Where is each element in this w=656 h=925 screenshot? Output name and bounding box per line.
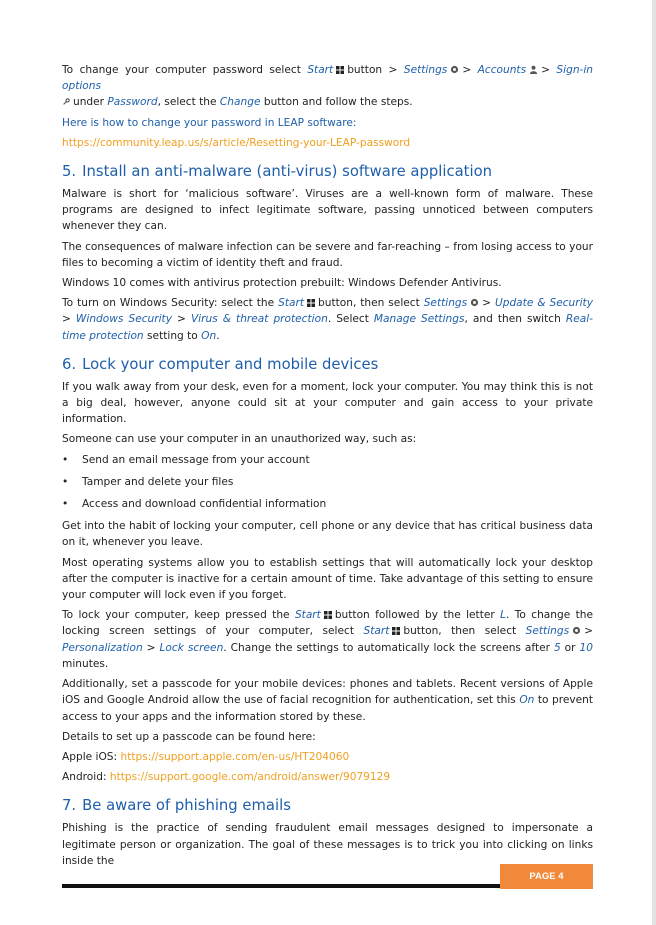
page-number-badge: PAGE 4: [500, 864, 593, 889]
passcode-details: Details to set up a passcode can be found here:: [62, 730, 316, 743]
footer-rule: [62, 884, 500, 888]
passcode-paragraph: Additionally, set a passcode for your mobile devices: phones and tablets. Recent versions of Apple iOS and Google Android allow the use of facial recognition for authentication, set this On to prevent access to your apps and the information stored by these.: [62, 678, 593, 723]
apple-ios-line: Apple iOS: https://support.apple.com/en-us/HT204060: [62, 750, 350, 763]
habit-paragraph: Get into the habit of locking your computer, cell phone or any device that has critical business data on it, whenever you leave.: [62, 520, 593, 549]
list-item: • Send an email message from your account: [62, 453, 310, 466]
auto-lock-paragraph: Most operating systems allow you to establish settings that will automatically lock your desktop after the computer is inactive for a certain amount of time. Take advantage of this setting to ensure your computer will lock even if you forget.: [62, 556, 593, 602]
section-7-heading: 7. Be aware of phishing emails: [62, 797, 291, 815]
settings-term: Settings: [403, 64, 448, 76]
change-term: Change: [219, 96, 261, 109]
key-icon: [62, 98, 70, 106]
malware-paragraph: Malware is short for ‘malicious software’. Viruses are a well-known form of malware. These programs are designed to infect legitimate software, passing unnoticed between computers whenever they can.: [62, 188, 593, 233]
windows-start-icon: [324, 611, 332, 619]
android-line: Android: https://support.google.com/android/answer/9079129: [62, 771, 391, 784]
android-support-link[interactable]: https://support.google.com/android/answer/9079129: [109, 771, 391, 784]
apple-support-link[interactable]: https://support.apple.com/en-us/HT204060: [120, 750, 350, 763]
sign-in-options-term: Sign-in options: [62, 64, 594, 93]
unauthorized-paragraph: Someone can use your computer in an unauthorized way, such as:: [62, 433, 417, 446]
windows-start-icon: [392, 627, 400, 635]
accounts-term: Accounts: [477, 64, 527, 76]
consequences-paragraph: The consequences of malware infection can be severe and far-reaching – from losing access to your files to becoming a victim of identity theft and fraud.: [62, 240, 593, 269]
gear-icon: [450, 65, 459, 74]
section-5-heading: 5. Install an anti-malware (anti-virus) software application: [62, 163, 493, 181]
start-term: Start: [307, 64, 334, 76]
user-icon: [529, 65, 538, 74]
unauthorized-list: [62, 452, 593, 513]
document-body: [62, 62, 593, 873]
list-item: • Access and download confidential information: [62, 498, 327, 511]
section-6-heading: 6. Lock your computer and mobile devices: [62, 355, 379, 373]
windows-start-icon: [336, 66, 344, 74]
password-term: Password: [107, 96, 158, 109]
windows-defender-paragraph: Windows 10 comes with antivirus protection prebuilt: Windows Defender Antivirus.: [62, 277, 502, 290]
lock-instructions: To lock your computer, keep pressed the Start button followed by the letter L. To change the locking screen settings of your computer, select Start button, then select Settings > Personalization > Lock screen. Change the settings to automatically lock the screens after 5 or 10 minutes.: [62, 609, 593, 670]
windows-start-icon: [307, 299, 315, 307]
gear-icon: [572, 626, 581, 635]
gear-icon: [470, 298, 479, 307]
leap-link[interactable]: https://community.leap.us/s/article/Resetting-your-LEAP-password: [62, 136, 411, 149]
phishing-paragraph: Phishing is the practice of sending fraudulent email messages designed to impersonate a legitimate person or organization. The goal of these messages is to trick you into clicking on links inside the: [62, 822, 593, 867]
list-item: • Tamper and delete your files: [62, 475, 234, 488]
windows-security-instructions: To turn on Windows Security: select the Start button, then select Settings > Update & Security > Windows Security > Virus & threat protection. Select Manage Settings, and then switch Real-time protection setting to On.: [62, 297, 593, 342]
leap-instructions: Here is how to change your password in LEAP software:: [62, 116, 357, 129]
page-edge-shadow: [652, 0, 656, 925]
lock-intro-paragraph: If you walk away from your desk, even for a moment, lock your computer. You may think this is not a big deal, however, anyone could sit at your computer and gain access to your private information.: [62, 380, 593, 426]
password-instructions: To change your computer password select Start button > Settings > Accounts > Sign-in options under Password, select the Change button and follow the steps.: [62, 64, 594, 109]
